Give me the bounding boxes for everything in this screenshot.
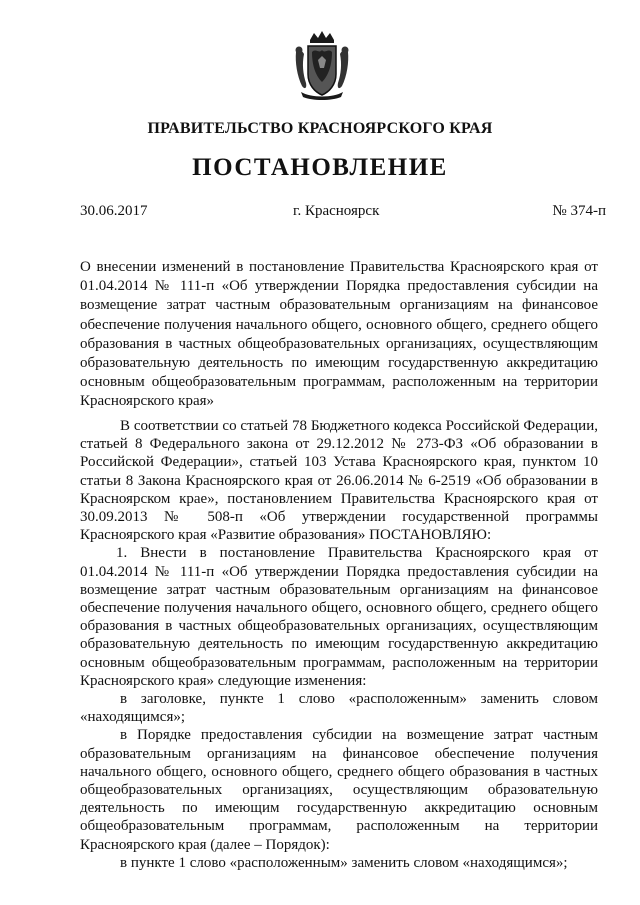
document-body [80,417,598,872]
coat-of-arms-emblem-icon [293,30,351,102]
document-number: № 374-п [552,203,606,219]
body-item-1: 1. Внести в постановление Правительства Красноярского края от 01.04.2014 № 111-п «Об утверждении Порядка предоставления субсидии на возмещение затрат частным образовательным организациям на финансовое обеспечение получения начального общего, основного общего, среднего общего образования в частных общеобразовательных организациях, осуществляющим образовательную деятельность по имеющим государственную аккредитацию основным общеобразовательным программам, расположенным на территории Красноярского края» следующие изменения: [80,545,598,689]
body-item-1b: в Порядке предоставления субсидии на возмещение затрат частным образовательным организациям на финансовое обеспечение получения начального общего, основного общего, среднего общего образования в частных общеобразовательных организациях, осуществляющим образовательную деятельность по имеющим государственную аккредитацию основным общеобразовательным программам, расположенным на территории Красноярского края (далее – Порядок): [80,727,598,853]
document-type: ПОСТАНОВЛЕНИЕ [192,154,448,181]
document-title: О внесении изменений в постановление Правительства Красноярского края от 01.04.2014 № 111-п «Об утверждении Порядка предоставления субсидии на возмещение затрат частным образовательным организациям на финансовое обеспечение получения начального общего, основного общего, среднего общего образования в частных общеобразовательных организациях, осуществляющим образовательную деятельность по имеющим государственную аккредитацию основным общеобразовательным программам, расположенным на территории Красноярского края» [80,259,598,410]
document-date: 30.06.2017 [80,203,148,219]
government-name: ПРАВИТЕЛЬСТВО КРАСНОЯРСКОГО КРАЯ [147,120,493,137]
document-city: г. Красноярск [293,203,380,219]
body-item-1a: в заголовке, пункте 1 слово «расположенным» заменить словом «находящимся»; [80,691,598,726]
body-preamble: В соответствии со статьей 78 Бюджетного кодекса Российской Федерации, статьей 8 Федерального закона от 29.12.2012 № 273-ФЗ «Об образовании в Российской Федерации», статьей 103 Устава Красноярского края, пунктом 10 статьи 8 Закона Красноярского края от 26.06.2014 № 6-2519 «Об образовании в Красноярском крае», постановлением Правительства Красноярского края от 30.09.2013 № 508-п «Об утверждении государственной программы Красноярского края «Развитие образования» ПОСТАНОВЛЯЮ: [80,418,598,544]
body-item-1c: в пункте 1 слово «расположенным» заменить словом «находящимся»; [120,854,568,871]
